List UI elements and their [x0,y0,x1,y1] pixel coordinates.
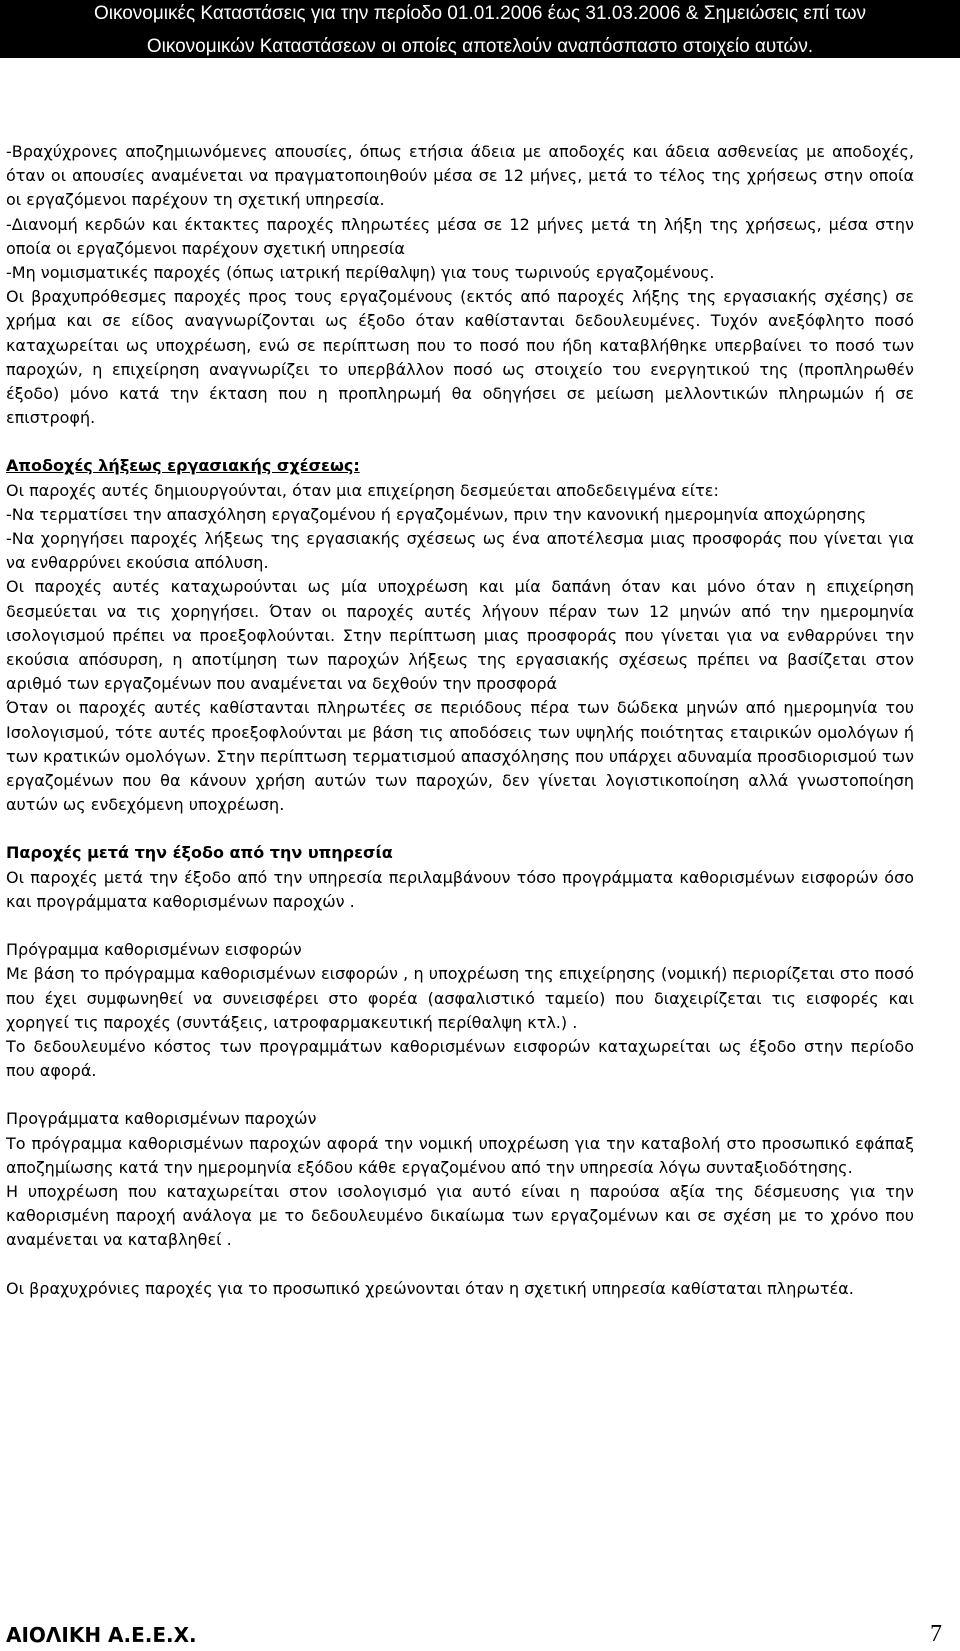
document-body [6,140,914,1301]
paragraph-profit-distribution: -Διανομή κερδών και έκτακτες παροχές πληρωτέες μέσα σε 12 μήνες μετά τη λήξη της χρήσεως, μέσα στην οποία οι εργαζόμενοι παρέχουν σχετική υπηρεσία [6,214,914,258]
paragraph-defined-contribution-cost: Το δεδουλευμένο κόστος των προγραμμάτων καθορισμένων εισφορών καταχωρείται ως έξοδο στην περίοδο που αφορά. [6,1036,914,1081]
paragraph-short-term-benefits-recognition: Οι βραχυπρόθεσμες παροχές προς τους εργαζομένους (εκτός από παροχές λήξης της εργασιακής σχέσης) σε χρήμα και σε είδος αναγνωρίζονται ως έξοδο όταν καθίστανται δεδουλευμένες. Τυχόν ανεξόφλητο ποσό καταχωρείται ως υποχρέωση, ενώ σε περίπτωση που το ποσό που ήδη καταβλήθηκε υπερβαίνει το ποσό των παροχών, η επιχείρηση αναγνωρίζει το υπερβάλλον ποσό ως στοιχείο του ενεργητικού της (προπληρωθέν έξοδο) μόνο κατά την έκταση που η προπληρωμή θα οδηγήσει σε μείωση μελλοντικών πληρωμών ή σε επιστροφή. [6,287,914,428]
section-heading-termination-benefits: Αποδοχές λήξεως εργασιακής σχέσεως: [6,456,360,476]
paragraph-short-term-absences: -Βραχύχρονες αποζημιωνόμενες απουσίες, όπως ετήσια άδεια με αποδοχές και άδεια ασθενείας με αποδοχές, όταν οι απουσίες αναμένεται να πραγματοποιηθούν μέσα σε 12 μήνες, μετά το τέλος της χρήσεως στην οποία οι εργαζόμενοι παρέχουν τη σχετική υπηρεσία. [6,142,914,210]
paragraph-non-monetary-benefits: -Μη νομισματικές παροχές (όπως ιατρική περίθαλψη) για τους τωρινούς εργαζομένους. [6,263,715,283]
paragraph-termination-recognition: Οι παροχές αυτές καταχωρούνται ως μία υποχρέωση και μία δαπάνη όταν και μόνο όταν η επιχείρηση δεσμεύεται να τις χορηγήσει. Όταν οι παροχές αυτές λήγουν πέραν των 12 μηνών από την ημερομηνία ισολογισμού πρέπει να προεξοφλούνται. Στην περίπτωση μιας προσφοράς που γίνεται για να ενθαρρύνει την εκούσια απόσυρση, η αποτίμηση των παροχών λήξεως της εργασιακής σχέσεως πρέπει να βασίζεται στον αριθμό των εργαζομένων που αναμένεται να δεχθούν την προσφορά [6,577,914,694]
subheading-defined-contribution: Πρόγραμμα καθορισμένων εισφορών [6,940,302,960]
paragraph-defined-benefit: Το πρόγραμμα καθορισμένων παροχών αφορά την νομική υποχρέωση για την καταβολή στο προσωπικό εφάπαξ αποζημίωσης κατά την ημερομηνία εξόδου κάθε εργαζομένου από την υπηρεσία λόγω συνταξιοδότησης. [6,1133,914,1177]
page-number: 7 [930,1621,942,1647]
section-heading-post-employment: Παροχές μετά την έξοδο από την υπηρεσία [6,843,393,863]
header-line-2: Οικονομικών Καταστάσεων οι οποίες αποτελούν αναπόσπαστο στοιχείο αυτών. [146,36,814,57]
paragraph-termination-discounting: Όταν οι παροχές αυτές καθίστανται πληρωτέες σε περιόδους πέρα των δώδεκα μηνών από ημερομηνία του Ισολογισμού, τότε αυτές προεξοφλούνται με βάση τις αποδόσεις των υψηλής ποιότητας εταιρικών ομολόγων ή των κρατικών ομολόγων. Στην περίπτωση τερματισμού απασχόλησης που υπάρχει αδυναμία προσδιορισμού των εργαζομένων που θα κάνουν χρήση αυτών των παροχών, δεν γίνεται λογιστικοποίηση αλλά γνωστοποίηση αυτών ως ενδεχόμενη υποχρέωση. [6,698,914,815]
footer-company-name: ΑΙΟΛΙΚΗ Α.Ε.Ε.Χ. [6,1623,197,1647]
paragraph-voluntary-redundancy: -Να χορηγήσει παροχές λήξεως της εργασιακής σχέσεως ως ένα αποτέλεσμα μιας προσφοράς που γίνεται για να ενθαρρύνει εκούσια απόλυση. [6,529,914,573]
paragraph-defined-contribution: Με βάση το πρόγραμμα καθορισμένων εισφορών , η υποχρέωση της επιχείρησης (νομική) περιορίζεται στο ποσό που έχει συμφωνηθεί να συνεισφέρει στο φορέα (ασφαλιστικό ταμείο) που διαχειρίζεται τις εισφορές και χορηγεί τις παροχές (συντάξεις, ιατροφαρμακευτική περίθαλψη κτλ.) . [6,964,914,1032]
page-header [0,0,960,58]
subheading-defined-benefit: Προγράμματα καθορισμένων παροχών [6,1109,317,1129]
paragraph-short-term-staff-benefits: Οι βραχυχρόνιες παροχές για το προσωπικό χρεώνονται όταν η σχετική υπηρεσία καθίσταται πληρωτέα. [6,1278,854,1298]
paragraph-terminate-employment: -Να τερματίσει την απασχόληση εργαζομένου ή εργαζομένων, πριν την κανονική ημερομηνία αποχώρησης [6,504,867,524]
header-line-1: Οικονομικές Καταστάσεις για την περίοδο 01.01.2006 έως 31.03.2006 & Σημειώσεις επί των [93,3,867,24]
paragraph-defined-benefit-liability: Η υποχρέωση που καταχωρείται στον ισολογισμό για αυτό είναι η παρούσα αξία της δέσμευσης για την καθορισμένη παροχή ανάλογα με το δεδουλευμένο δικαίωμα των εργαζομένων και σε σχέση με το χρόνο που αναμένεται να καταβληθεί . [6,1181,914,1250]
paragraph-termination-intro: Οι παροχές αυτές δημιουργούνται, όταν μια επιχείρηση δεσμεύεται αποδεδειγμένα είτε: [6,480,719,500]
paragraph-post-employment-intro: Οι παροχές μετά την έξοδο από την υπηρεσία περιλαμβάνουν τόσο προγράμματα καθορισμένων εισφορών όσο και προγράμματα καθορισμένων παροχών . [6,867,914,911]
